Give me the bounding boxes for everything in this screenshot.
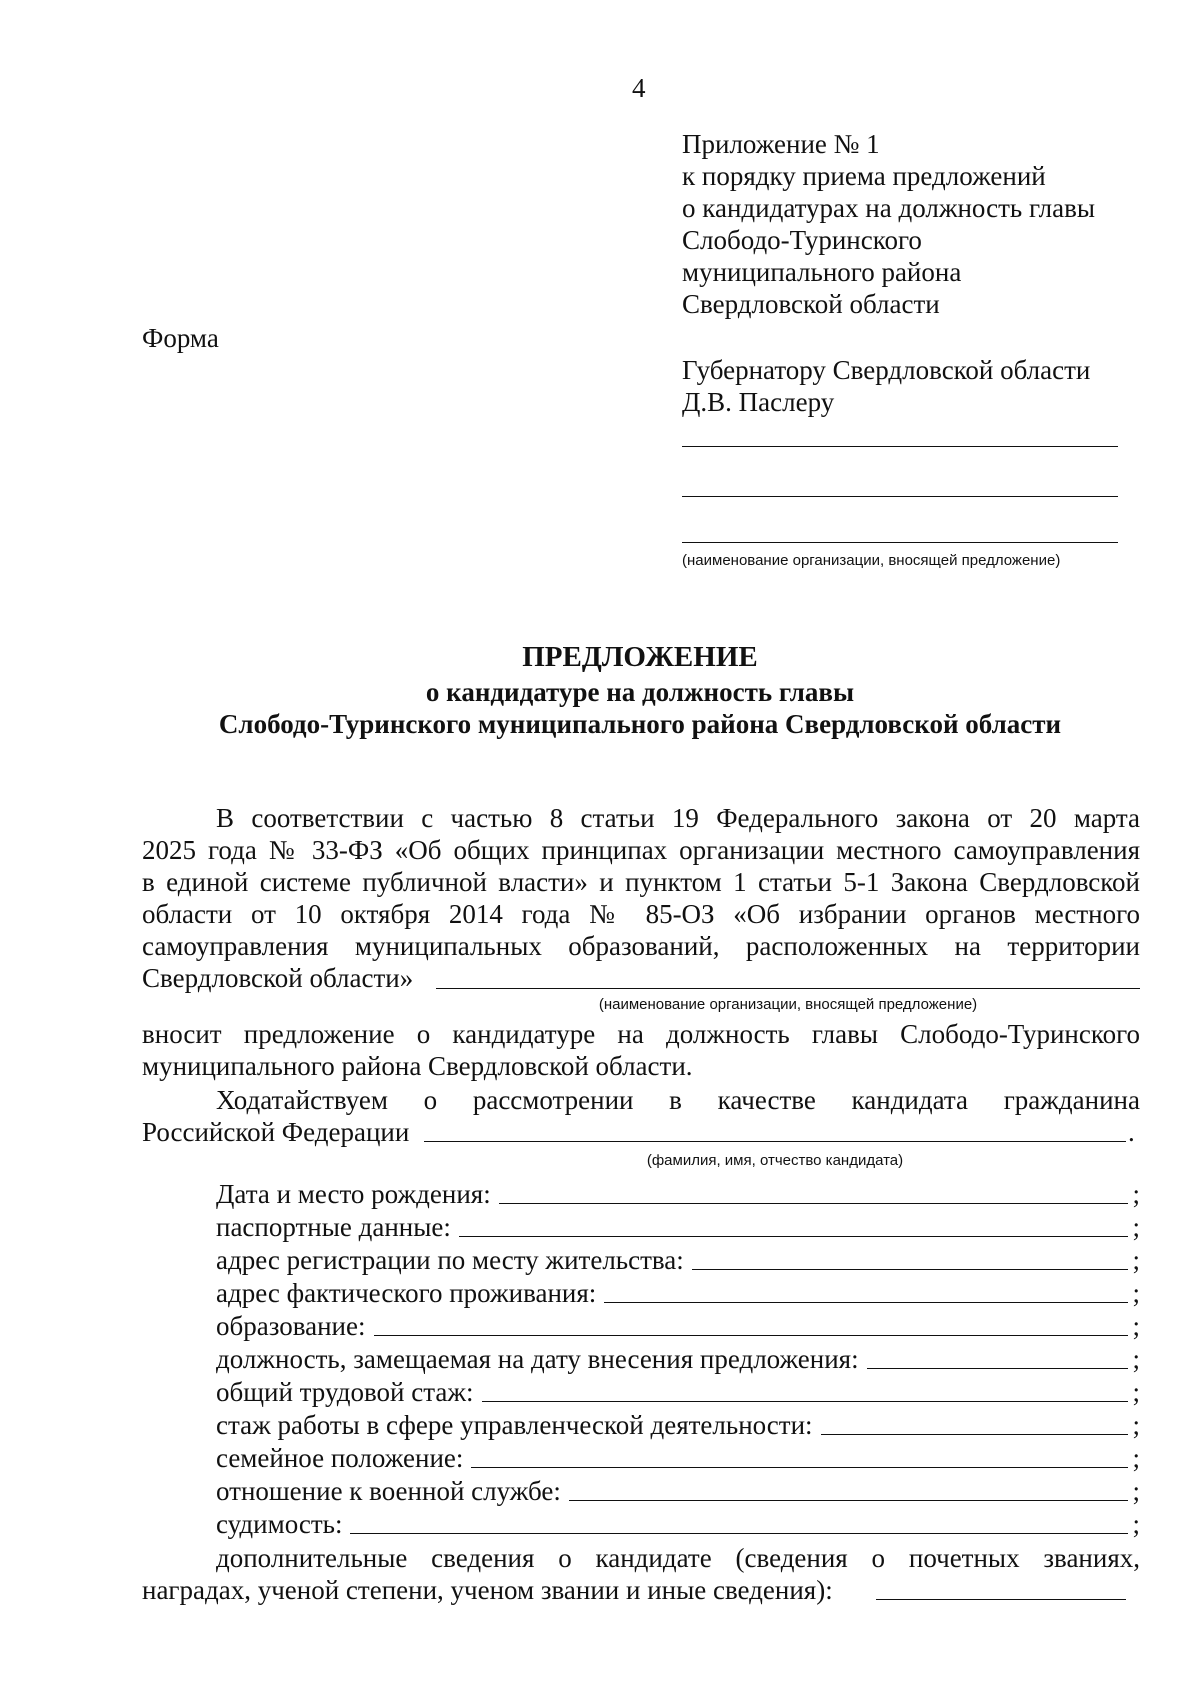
field-label: должность, замещаемая на дату внесения предложения:: [216, 1344, 859, 1374]
candidate-name-blank-line[interactable]: [424, 1141, 1126, 1142]
paragraph-1-line: в единой системе публичной власти» и пунктом 1 статьи 5-1 Закона Свердловской: [142, 867, 1140, 897]
field-blank-line[interactable]: [867, 1368, 1129, 1369]
paragraph-2-line-1: вносит предложение о кандидатуре на должность главы Слободо-Туринского: [142, 1019, 1140, 1049]
field-label: Дата и место рождения:: [216, 1179, 491, 1209]
field-blank-line[interactable]: [459, 1236, 1129, 1237]
document-subtitle-1: о кандидатуре на должность главы: [425, 677, 855, 707]
field-label: судимость:: [216, 1509, 343, 1539]
form-label: Форма: [142, 323, 219, 353]
addressee-blank-line-3[interactable]: [682, 542, 1118, 543]
field-end: ;: [1132, 1245, 1140, 1275]
field-end: ;: [1132, 1311, 1140, 1341]
appendix-line: Свердловской области: [682, 289, 940, 319]
field-blank-line[interactable]: [350, 1533, 1128, 1534]
field-management-experience: [216, 1409, 1140, 1441]
extra-info-line-1: дополнительные сведения о кандидате (сведения о почетных званиях,: [216, 1543, 1140, 1573]
appendix-line: Слободо-Туринского: [682, 225, 922, 255]
field-birth-date-place: [216, 1178, 1140, 1210]
field-end: ;: [1132, 1443, 1140, 1473]
field-end: ;: [1132, 1212, 1140, 1242]
appendix-line: муниципального района: [682, 257, 962, 287]
field-current-position: [216, 1343, 1140, 1375]
field-blank-line[interactable]: [692, 1269, 1129, 1270]
field-label: семейное положение:: [216, 1443, 464, 1473]
field-passport: [216, 1211, 1140, 1243]
candidate-name-caption: (фамилия, имя, отчество кандидата): [646, 1152, 904, 1169]
addressee-line-1: Губернатору Свердловской области: [682, 355, 1091, 385]
field-label: общий трудовой стаж:: [216, 1377, 474, 1407]
paragraph-1-line: области от 10 октября 2014 года № 85-ОЗ «Об избрании органов местного: [142, 899, 1140, 929]
org-name-blank-line[interactable]: [436, 988, 1140, 989]
field-end: ;: [1132, 1344, 1140, 1374]
org-name-caption: (наименование организации, вносящей предложение): [598, 996, 978, 1013]
paragraph-1-last: Свердловской области»: [142, 963, 414, 993]
field-end: ;: [1132, 1377, 1140, 1407]
paragraph-1-line: 2025 года № 33-ФЗ «Об общих принципах организации местного самоуправления: [142, 835, 1140, 865]
appendix-line: о кандидатурах на должность главы: [682, 193, 1095, 223]
field-blank-line[interactable]: [569, 1500, 1129, 1501]
appendix-line: Приложение № 1: [682, 129, 880, 159]
paragraph-1-line: В соответствии с частью 8 статьи 19 Федерального закона от 20 марта: [216, 803, 1140, 833]
paragraph-3-line-2: Российской Федерации: [142, 1117, 410, 1147]
paragraph-2-line-2: муниципального района Свердловской области.: [142, 1051, 693, 1081]
document-title: ПРЕДЛОЖЕНИЕ: [522, 641, 758, 673]
field-end: ;: [1132, 1509, 1140, 1539]
addressee-blank-line-1[interactable]: [682, 446, 1118, 447]
field-label: паспортные данные:: [216, 1212, 451, 1242]
field-blank-line[interactable]: [471, 1467, 1128, 1468]
field-label: адрес фактического проживания:: [216, 1278, 597, 1308]
field-registration-address: [216, 1244, 1140, 1276]
field-end: ;: [1132, 1179, 1140, 1209]
addressee-caption: (наименование организации, вносящей предложение): [682, 552, 1061, 569]
appendix-block: [682, 128, 1095, 320]
field-end: ;: [1132, 1476, 1140, 1506]
document-subtitle-2: Слободо-Туринского муниципального района Свердловской области: [218, 709, 1062, 739]
field-blank-line[interactable]: [482, 1401, 1129, 1402]
field-work-experience: [216, 1376, 1140, 1408]
field-blank-line[interactable]: [374, 1335, 1129, 1336]
field-blank-line[interactable]: [604, 1302, 1128, 1303]
field-label: отношение к военной службе:: [216, 1476, 561, 1506]
field-actual-address: [216, 1277, 1140, 1309]
field-blank-line[interactable]: [821, 1434, 1129, 1435]
paragraph-1-line: самоуправления муниципальных образований, расположенных на территории: [142, 931, 1140, 961]
paragraph-3-end: .: [1128, 1117, 1135, 1147]
paragraph-3-line-1: Ходатайствуем о рассмотрении в качестве кандидата гражданина: [216, 1085, 1140, 1115]
appendix-line: к порядку приема предложений: [682, 161, 1046, 191]
field-military-service: [216, 1475, 1140, 1507]
field-criminal-record: [216, 1508, 1140, 1540]
field-end: ;: [1132, 1410, 1140, 1440]
addressee-blank-line-2[interactable]: [682, 496, 1118, 497]
field-marital-status: [216, 1442, 1140, 1474]
field-end: ;: [1132, 1278, 1140, 1308]
field-education: [216, 1310, 1140, 1342]
field-label: стаж работы в сфере управленческой деятельности:: [216, 1410, 813, 1440]
extra-info-blank-line[interactable]: [876, 1599, 1126, 1600]
page-number: 4: [632, 73, 646, 103]
field-label: образование:: [216, 1311, 366, 1341]
addressee-block: [682, 354, 1090, 418]
extra-info-line-2: наградах, ученой степени, ученом звании и иные сведения):: [142, 1575, 833, 1605]
field-label: адрес регистрации по месту жительства:: [216, 1245, 684, 1275]
field-blank-line[interactable]: [499, 1203, 1129, 1204]
addressee-line-2: Д.В. Паслеру: [682, 387, 835, 417]
